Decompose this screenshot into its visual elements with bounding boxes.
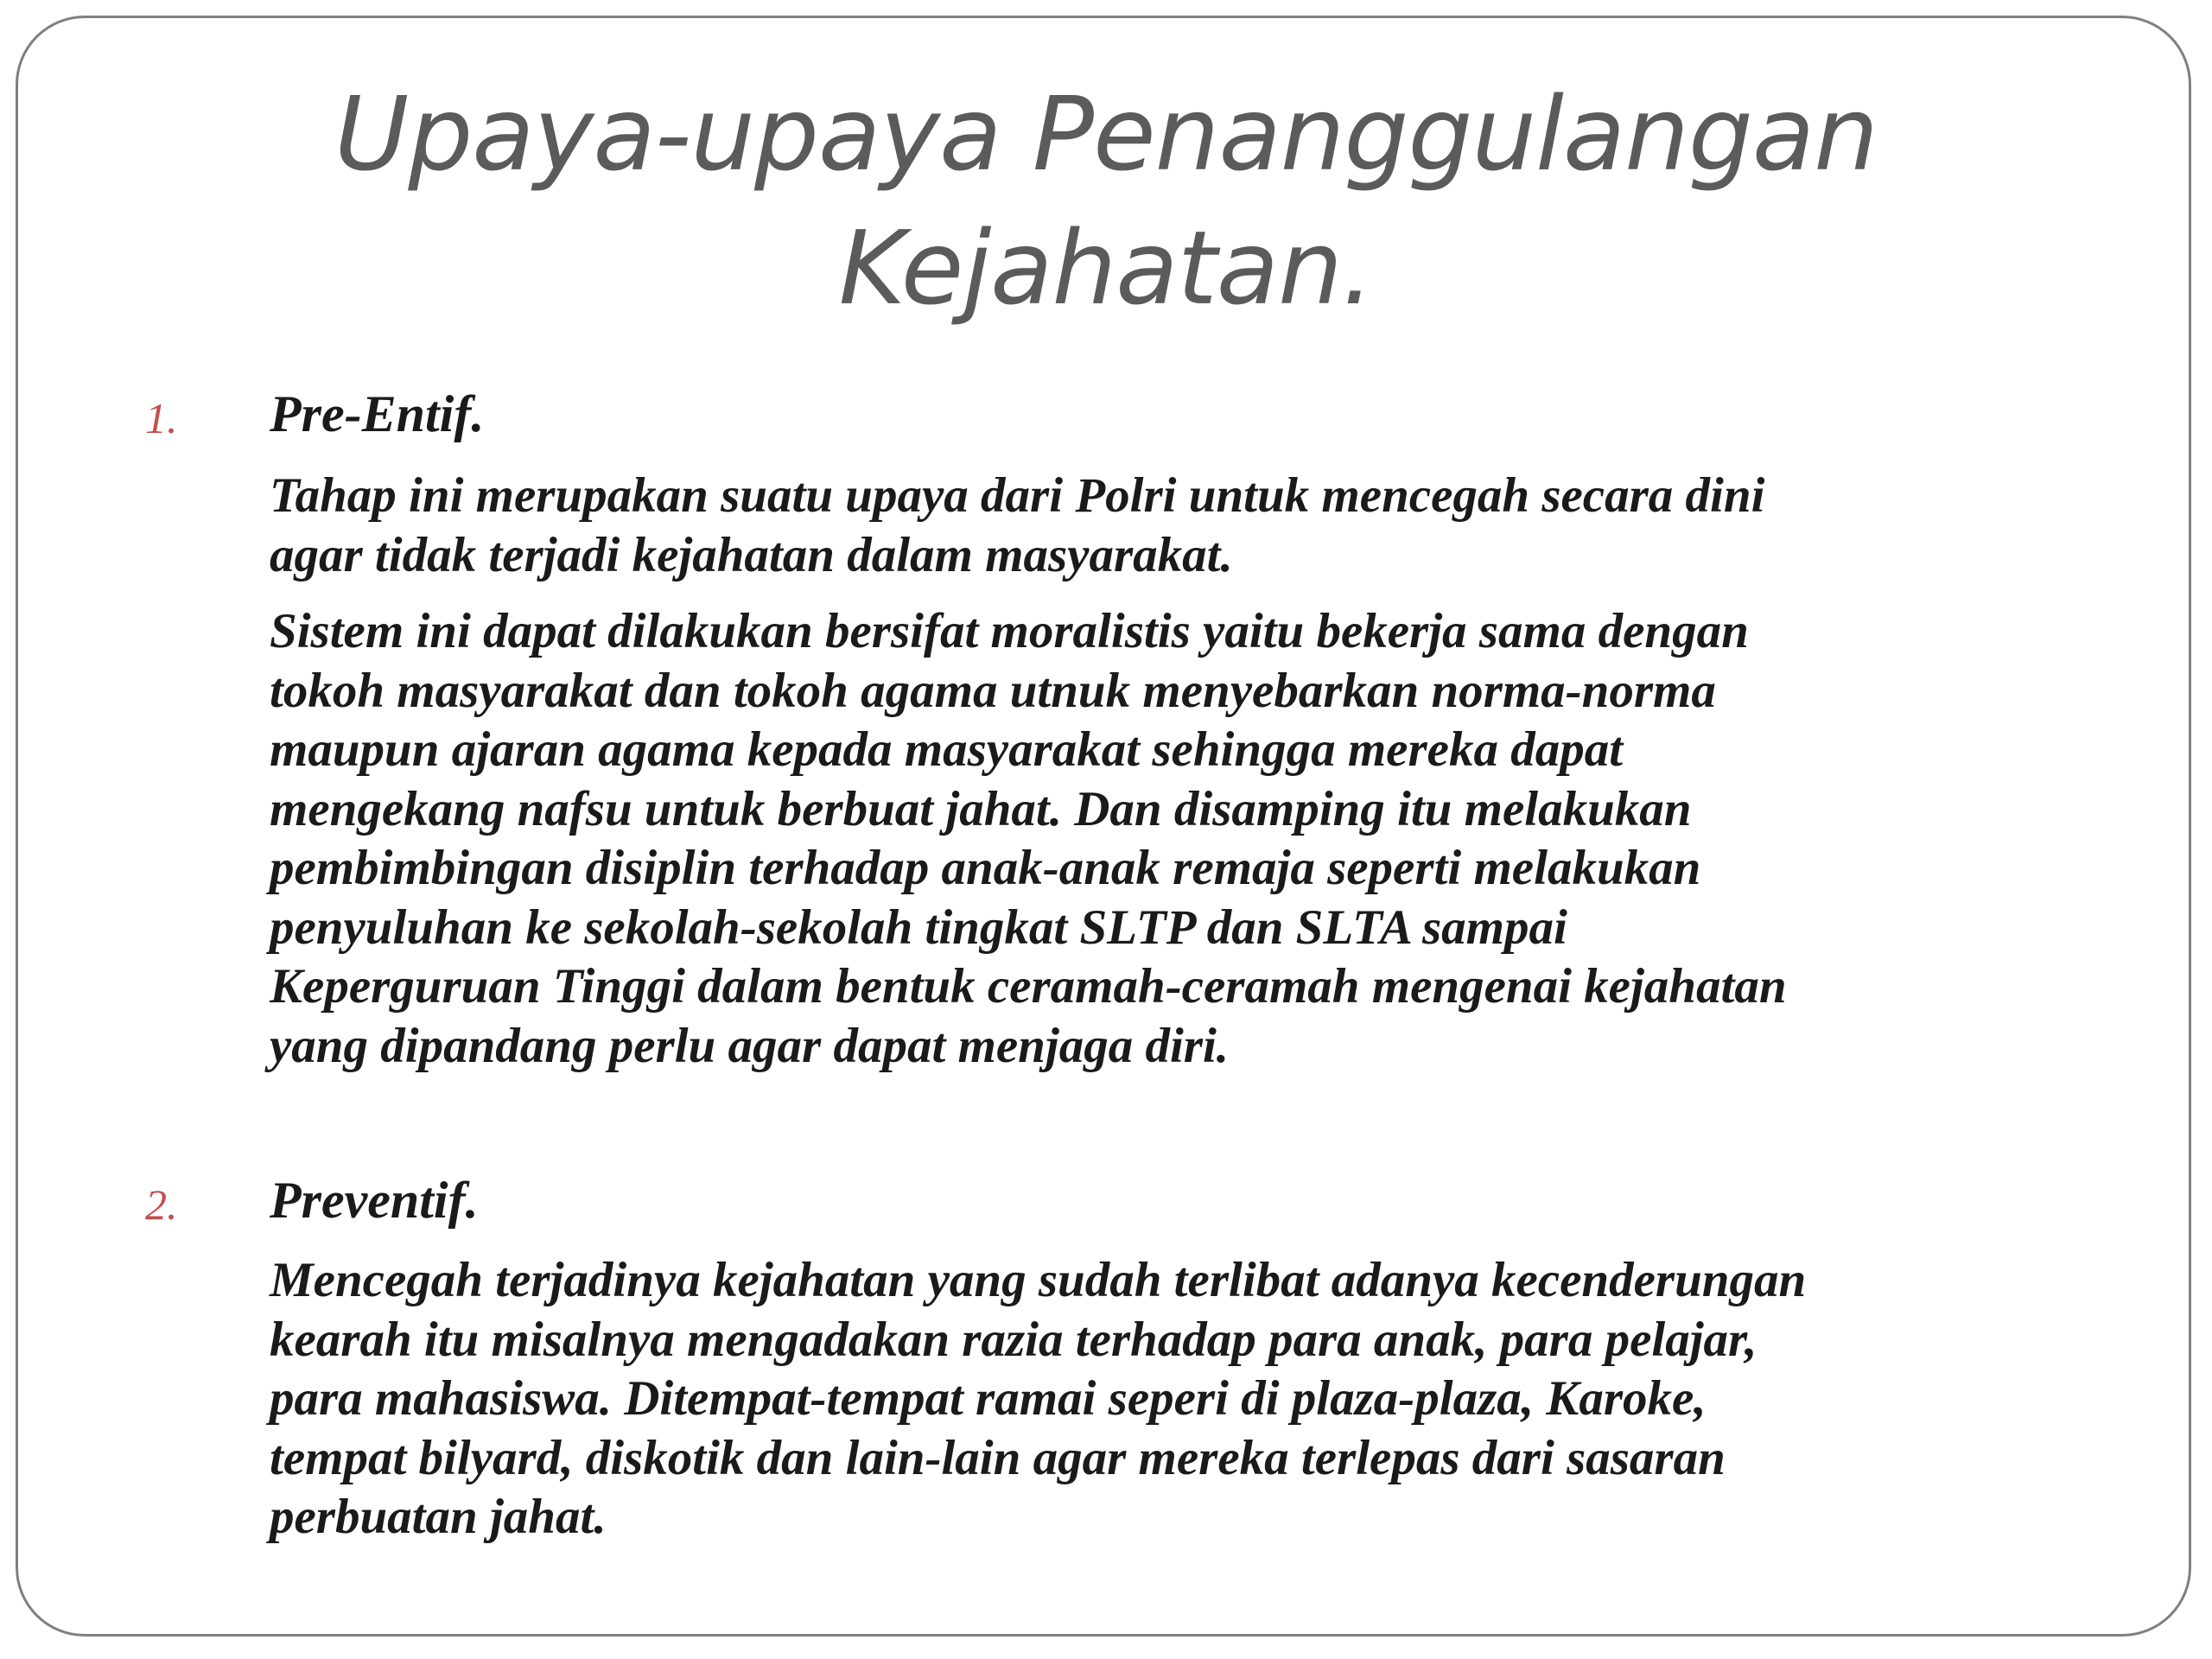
paragraph-preventif-1 [270,1251,2101,1548]
paragraph-pre-entif-1 [270,467,2101,585]
paragraph-line: agar tidak terjadi kejahatan dalam masyarakat. [270,527,1233,582]
paragraph-line: yang dipandang perlu agar dapat menjaga diri. [270,1018,1230,1073]
paragraph-line: Keperguruan Tinggi dalam bentuk ceramah-ceramah mengenai kejahatan [270,959,1787,1014]
paragraph-line: tempat bilyard, diskotik dan lain-lain agar mereka terlepas dari sasaran [270,1430,1726,1485]
paragraph-line: perbuatan jahat. [270,1490,607,1544]
paragraph-line: Tahap ini merupakan suatu upaya dari Polri untuk mencegah secara dini [270,468,1765,523]
list-number-2: 2. [145,1180,178,1229]
paragraph-line: kearah itu misalnya mengadakan razia terhadap para anak, para pelajar, [270,1312,1758,1367]
paragraph-line: mengekang nafsu untuk berbuat jahat. Dan disamping itu melakukan [270,781,1692,836]
list-heading-pre-entif: Pre-Entif. [270,385,485,442]
paragraph-line: Mencegah terjadinya kejahatan yang sudah terlibat adanya kecenderungan [270,1253,1807,1307]
paragraph-pre-entif-2 [270,602,2101,1076]
list-heading-preventif: Preventif. [270,1172,479,1229]
paragraph-line: maupun ajaran agama kepada masyarakat sehingga mereka dapat [270,722,1624,777]
slide-title-line-1: Upaya-upaya Penanggulangan [334,74,1878,194]
paragraph-line: para mahasiswa. Ditempat-tempat ramai seperi di plaza-plaza, Karoke, [270,1371,1707,1426]
list-number-1: 1. [145,394,178,442]
slide-title-line-2: Kejahatan. [838,208,1374,327]
paragraph-line: tokoh masyarakat dan tokoh agama utnuk menyebarkan norma-norma [270,663,1716,718]
paragraph-line: Sistem ini dapat dilakukan bersifat moralistis yaitu bekerja sama dengan [270,604,1749,658]
paragraph-line: pembimbingan disiplin terhadap anak-anak remaja seperti melakukan [270,841,1701,895]
paragraph-line: penyuluhan ke sekolah-sekolah tingkat SLTP dan SLTA sampai [270,899,1567,955]
